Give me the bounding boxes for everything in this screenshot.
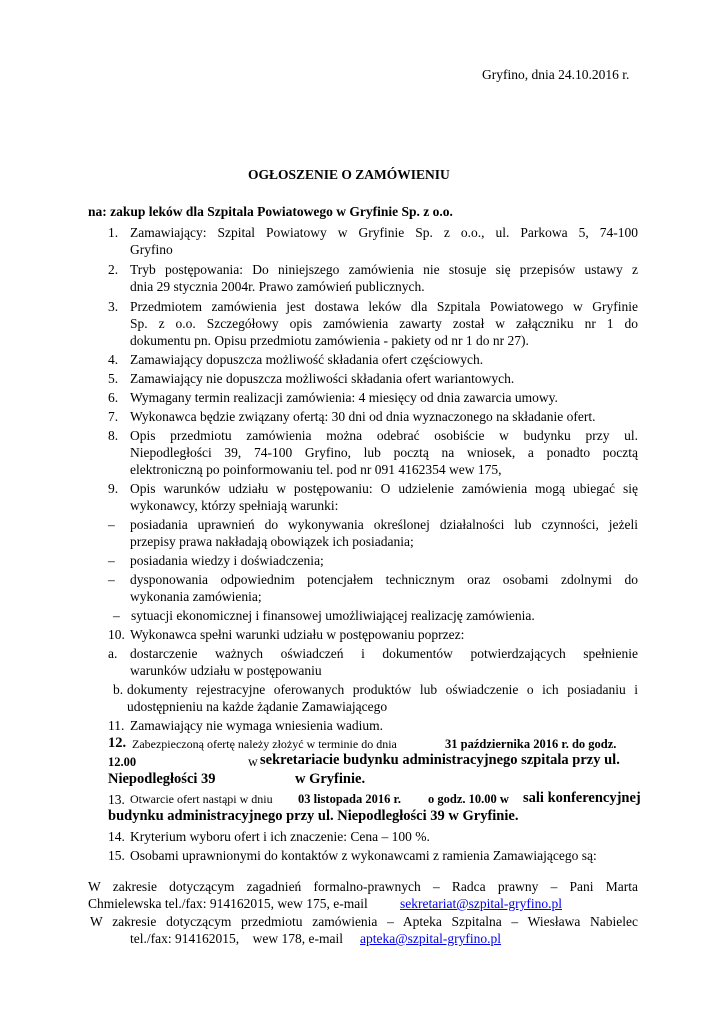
item-number: 13. [108,792,125,807]
item-text: Zamawiający nie dopuszcza możliwości składania ofert wariantowych. [130,371,515,386]
item-number: 9. [108,481,119,496]
item-text: Tryb postępowania: Do niniejszego zamówienia nie stosuje się przepisów ustawy z [130,262,638,277]
date-line: Gryfino, dnia 24.10.2016 r. [482,67,630,82]
item-number: 10. [108,627,125,642]
sub-text: udostępnieniu na każde żądanie Zamawiającego [127,699,388,714]
dash-text: sytuacji ekonomicznej i finansowej umożliwiającej realizację zamówienia. [131,608,535,623]
dash-mark: – [108,553,115,568]
deadline-date: 31 października 2016 r. do godz. [445,737,617,751]
item-text: Zamawiający: Szpital Powiatowy w Gryfinie Sp. z o.o., ul. Parkowa 5, 74-100 [130,225,638,240]
item-text: Kryterium wyboru ofert i ich znaczenie: Cena – 100 %. [130,829,430,844]
item-text: Osobami uprawnionymi do kontaktów z wykonawcami z ramienia Zamawiającego są: [130,848,597,863]
opening-date: 03 listopada 2016 r. [298,792,402,806]
subtitle: na: zakup leków dla Szpitala Powiatowego w Gryfinie Sp. z o.o. [88,204,453,219]
item-text: Opis przedmiotu zamówienia można odebrać osobiście w budynku przy ul. [130,428,638,443]
contact-text: Chmielewska tel./fax: 914162015, wew 175, e-mail [88,896,368,911]
item-text: dnia 29 stycznia 2004r. Prawo zamówień publicznych. [130,279,425,294]
opening-place: sali konferencyjnej [523,790,641,806]
dash-mark: – [113,608,120,623]
email-link-apteka[interactable]: apteka@szpital-gryfino.pl [360,931,502,946]
item-number: 11. [108,718,125,733]
item-text: wykonawcy, którzy spełniają warunki: [130,498,339,513]
opening-time: o godz. 10.00 w [428,792,509,806]
item-number: 7. [108,409,119,424]
item-text: Niepodległości 39, 74-100 Gryfino, lub pocztą na wniosek, a ponadto pocztą [130,445,638,460]
item-text: Otwarcie ofert nastąpi w dniu [130,792,273,806]
opening-address: budynku administracyjnego przy ul. Niepodległości 39 w Gryfinie. [108,808,519,824]
sub-text: dokumenty rejestracyjne oferowanych produktów lub oświadczenie o ich posiadaniu i [127,682,638,697]
item-text: Zabezpieczoną ofertę należy złożyć w terminie do dnia [132,737,397,751]
item-text: Opis warunków udziału w postępowaniu: O udzielenie zamówienia mogą ubiegać się [130,481,638,496]
dash-text: dysponowania odpowiednim potencjałem technicznym oraz osobami zdolnymi do [130,572,638,587]
contact-text: tel./fax: 914162015, wew 178, e-mail [130,931,343,946]
email-link-sekretariat[interactable]: sekretariat@szpital-gryfino.pl [400,896,562,911]
item-number: 2. [108,262,119,277]
item-number: 5. [108,371,119,386]
item-number: 12. [108,735,127,751]
item-number: 15. [108,848,125,863]
item-number: 8. [108,428,119,443]
item-text: Gryfino [130,242,173,257]
item-text: Zamawiający dopuszcza możliwość składania ofert częściowych. [130,352,484,367]
submission-place: sekretariacie budynku administracyjnego szpitala przy ul. [260,752,620,768]
sub-mark: a. [108,646,118,661]
item-number: 1. [108,225,119,240]
item-text: dokumentu pn. Opisu przedmiotu zamówienia - pakiety od nr 1 do nr 27). [130,333,529,348]
item-text: Zamawiający nie wymaga wniesienia wadium. [130,718,384,733]
dash-mark: – [108,572,115,587]
item-text: Wymagany termin realizacji zamówienia: 4 miesięcy od dnia zawarcia umowy. [130,390,558,405]
item-number: 4. [108,352,119,367]
item-number: 6. [108,390,119,405]
item-number: 3. [108,299,119,314]
dash-text: przepisy prawa nakładają obowiązek ich posiadania; [130,534,414,549]
dash-text: wykonania zamówienia; [130,589,262,604]
item-text: Sp. z o.o. Szczegółowy opis zamówienia zawarty został w załączniku nr 1 do [130,316,638,331]
item-text: Wykonawca będzie związany ofertą: 30 dni od dnia wyznaczonego na składanie ofert. [130,409,596,424]
contact-text: W zakresie dotyczącym zagadnień formalno-prawnych – Radca prawny – Pani Marta [88,879,638,894]
dash-mark: – [108,517,115,532]
item-text: Wykonawca spełni warunki udziału w postępowaniu poprzez: [130,627,465,642]
dash-text: posiadania uprawnień do wykonywania określonej działalności lub czynności, jeżeli [130,517,638,532]
deadline-time: 12.00 [108,755,137,769]
item-text: w [248,754,258,769]
contact-text: W zakresie dotyczącym przedmiotu zamówienia – Apteka Szpitalna – Wiesława Nabielec [90,914,638,929]
item-text: Przedmiotem zamówienia jest dostawa leków dla Szpitala Powiatowego w Gryfinie [130,299,638,314]
item-number: 14. [108,829,125,844]
dash-text: posiadania wiedzy i doświadczenia; [130,553,324,568]
page-title: OGŁOSZENIE O ZAMÓWIENIU [248,167,450,182]
sub-mark: b. [113,682,124,697]
sub-text: dostarczenie ważnych oświadczeń i dokumentów potwierdzających spełnienie [130,646,638,661]
submission-city: w Gryfinie. [295,771,366,787]
submission-address: Niepodległości 39 [108,771,216,787]
item-text: elektroniczną po poinformowaniu tel. pod nr 091 4162354 wew 175, [130,462,502,477]
sub-text: warunków udziału w postępowaniu [130,663,322,678]
